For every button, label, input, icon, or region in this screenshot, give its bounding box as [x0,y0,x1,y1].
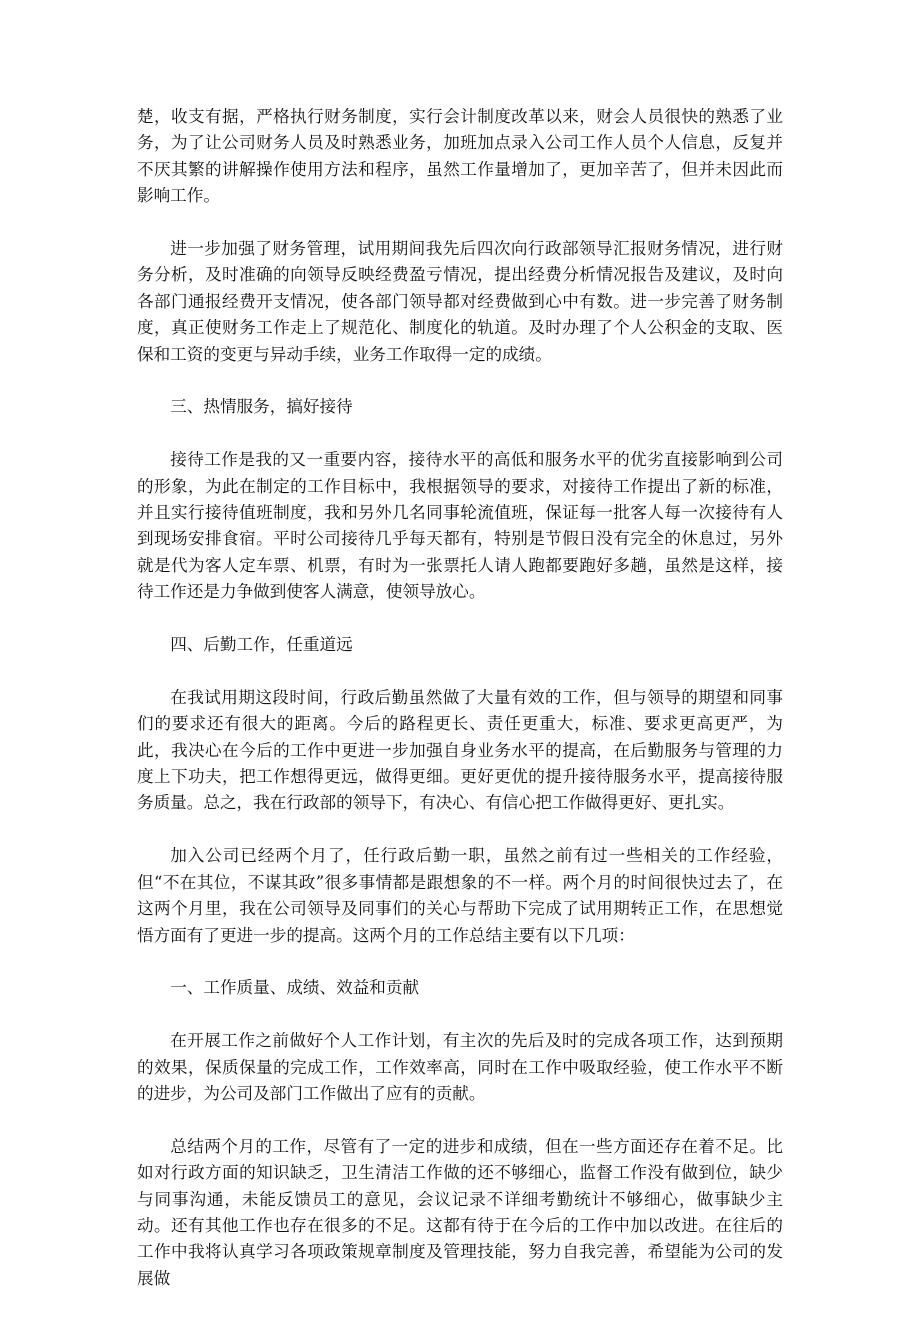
section-heading-reception: 三、热情服务，搞好接待 [170,397,353,417]
document-page [137,104,783,1319]
paragraph-intro-two-months: 加入公司已经两个月了，任行政后勤一职，虽然之前有过一些相关的工作经验，但“不在其位，不谋其政”很多事情都是跟想象的不一样。两个月的时间很快过去了，在这两个月里，我在公司领导及同事们的关心与帮助下完成了试用期转正工作，在思想觉悟方面有了更进一步的提高。这两个月的工作总结主要有以下几项： [137,846,783,945]
paragraph-finance-continued: 楚，收支有据，严格执行财务制度，实行会计制度改革以来，财会人员很快的熟悉了业务，为了让公司财务人员及时熟悉业务，加班加点录入公司工作人员个人信息，反复并不厌其繁的讲解操作使用方法和程序，虽然工作量增加了，更加辛苦了，但并未因此而影响工作。 [137,107,783,206]
paragraph-shortcomings: 总结两个月的工作，尽管有了一定的进步和成绩，但在一些方面还存在着不足。比如对行政方面的知识缺乏，卫生清洁工作做的还不够细心，监督工作没有做到位，缺少与同事沟通，未能反馈员工的意见，会议记录不详细考勤统计不够细心，做事缺少主动。还有其他工作也存在很多的不足。这都有待于在今后的工作中加以改进。在往后的工作中我将认真学习各项政策规章制度及管理技能，努力自我完善，希望能为公司的发展做 [137,1136,783,1288]
paragraph-work-quality: 在开展工作之前做好个人工作计划，有主次的先后及时的完成各项工作，达到预期的效果，保质保量的完成工作，工作效率高，同时在工作中吸取经验，使工作水平不断的进步，为公司及部门工作做出了应有的贡献。 [137,1031,783,1103]
paragraph-finance-management: 进一步加强了财务管理，试用期间我先后四次向行政部领导汇报财务情况，进行财务分析，及时准确的向领导反映经费盈亏情况，提出经费分析情况报告及建议，及时向各部门通报经费开支情况，使各部门领导都对经费做到心中有数。进一步完善了财务制度，真正使财务工作走上了规范化、制度化的轨道。及时办理了个人公积金的支取、医保和工资的变更与异动手续，业务工作取得一定的成绩。 [137,239,783,364]
section-heading-logistics: 四、后勤工作，任重道远 [170,635,353,655]
paragraph-logistics: 在我试用期这段时间，行政后勤虽然做了大量有效的工作，但与领导的期望和同事们的要求还有很大的距离。今后的路程更长、责任更重大，标准、要求更高更严，为此，我决心在今后的工作中更进一步加强自身业务水平的提高，在后勤服务与管理的力度上下功夫，把工作想得更远，做得更细。更好更优的提升接待服务水平，提高接待服务质量。总之，我在行政部的领导下，有决心、有信心把工作做得更好、更扎实。 [137,687,783,813]
paragraph-reception: 接待工作是我的又一重要内容，接待水平的高低和服务水平的优劣直接影响到公司的形象，为此在制定的工作目标中，我根据领导的要求，对接待工作提出了新的标准，并且实行接待值班制度，我和另外几名同事轮流值班，保证每一批客人每一次接待有人到现场安排食宿。平时公司接待几乎每天都有，特别是节假日没有完全的休息过，另外就是代为客人定车票、机票，有时为一张票托人请人跑都要跑好多趟，虽然是这样，接待工作还是力争做到使客人满意，使领导放心。 [137,450,783,602]
section-heading-work-quality: 一、工作质量、成绩、效益和贡献 [170,978,420,998]
